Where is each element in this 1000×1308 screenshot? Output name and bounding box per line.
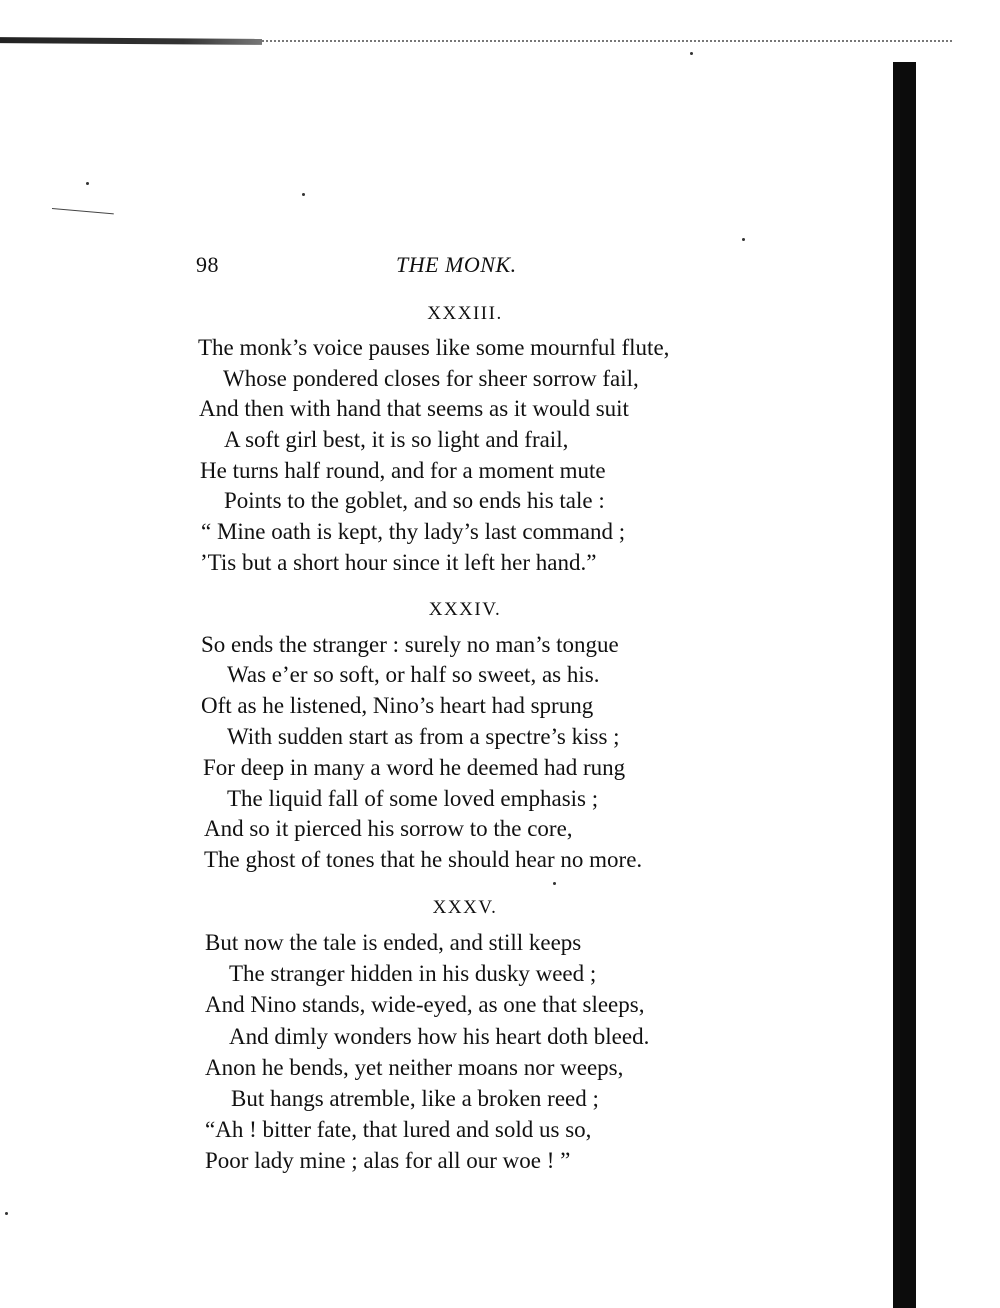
running-head: THE MONK.	[396, 252, 517, 277]
stanza-line: Was e’er so soft, or half so sweet, as his.	[227, 662, 600, 687]
stanza-line: The liquid fall of some loved emphasis ;	[227, 786, 599, 811]
stanza-line: The stranger hidden in his dusky weed ;	[229, 961, 597, 986]
stanza-line: Poor lady mine ; alas for all our woe ! ”	[205, 1148, 571, 1173]
stanza-line: And so it pierced his sorrow to the core,	[204, 816, 573, 841]
scan-speck	[690, 52, 693, 55]
stanza-heading: XXXV.	[432, 897, 498, 918]
scan-speck	[302, 193, 305, 196]
page-number: 98	[196, 252, 219, 277]
stanza-line: And then with hand that seems as it would suit	[199, 396, 629, 421]
scan-speck	[742, 238, 745, 241]
stanza-line: The ghost of tones that he should hear no more.	[204, 847, 643, 872]
stanza-line: ’Tis but a short hour since it left her hand.”	[200, 550, 597, 575]
stanza-line: With sudden start as from a spectre’s kiss ;	[227, 724, 620, 749]
stanza-line: And dimly wonders how his heart doth bleed.	[229, 1024, 650, 1049]
stanza-line: Oft as he listened, Nino’s heart had sprung	[201, 693, 594, 718]
stanza-line: And Nino stands, wide-eyed, as one that sleeps,	[205, 992, 645, 1017]
stanza-line: Whose pondered closes for sheer sorrow fail,	[223, 366, 639, 391]
stanza-line: So ends the stranger : surely no man’s tongue	[201, 632, 619, 657]
stanza-line: The monk’s voice pauses like some mournful flute,	[198, 335, 670, 360]
scan-speck	[5, 1212, 8, 1215]
scan-speck	[553, 882, 556, 885]
scan-edge-top	[0, 37, 262, 45]
stanza-line: Anon he bends, yet neither moans nor weeps,	[205, 1055, 624, 1080]
stanza-line: “ Mine oath is kept, thy lady’s last command ;	[201, 519, 626, 544]
scan-speck	[86, 182, 89, 185]
scan-edge-dotted	[262, 40, 952, 42]
stanza-heading: XXXIV.	[428, 599, 502, 620]
stanza-line: He turns half round, and for a moment mute	[200, 458, 606, 483]
scan-stroke	[52, 208, 114, 214]
stanza-line: Points to the goblet, and so ends his tale :	[224, 488, 605, 513]
stanza-line: But now the tale is ended, and still keeps	[205, 930, 582, 955]
stanza-line: A soft girl best, it is so light and frail,	[224, 427, 569, 452]
stanza-line: “Ah ! bitter fate, that lured and sold us so,	[205, 1117, 592, 1142]
stanza-line: But hangs atremble, like a broken reed ;	[231, 1086, 599, 1111]
stanza-heading: XXXIII.	[427, 303, 503, 324]
scan-binding-shadow	[893, 62, 916, 1308]
stanza-line: For deep in many a word he deemed had rung	[203, 755, 626, 780]
